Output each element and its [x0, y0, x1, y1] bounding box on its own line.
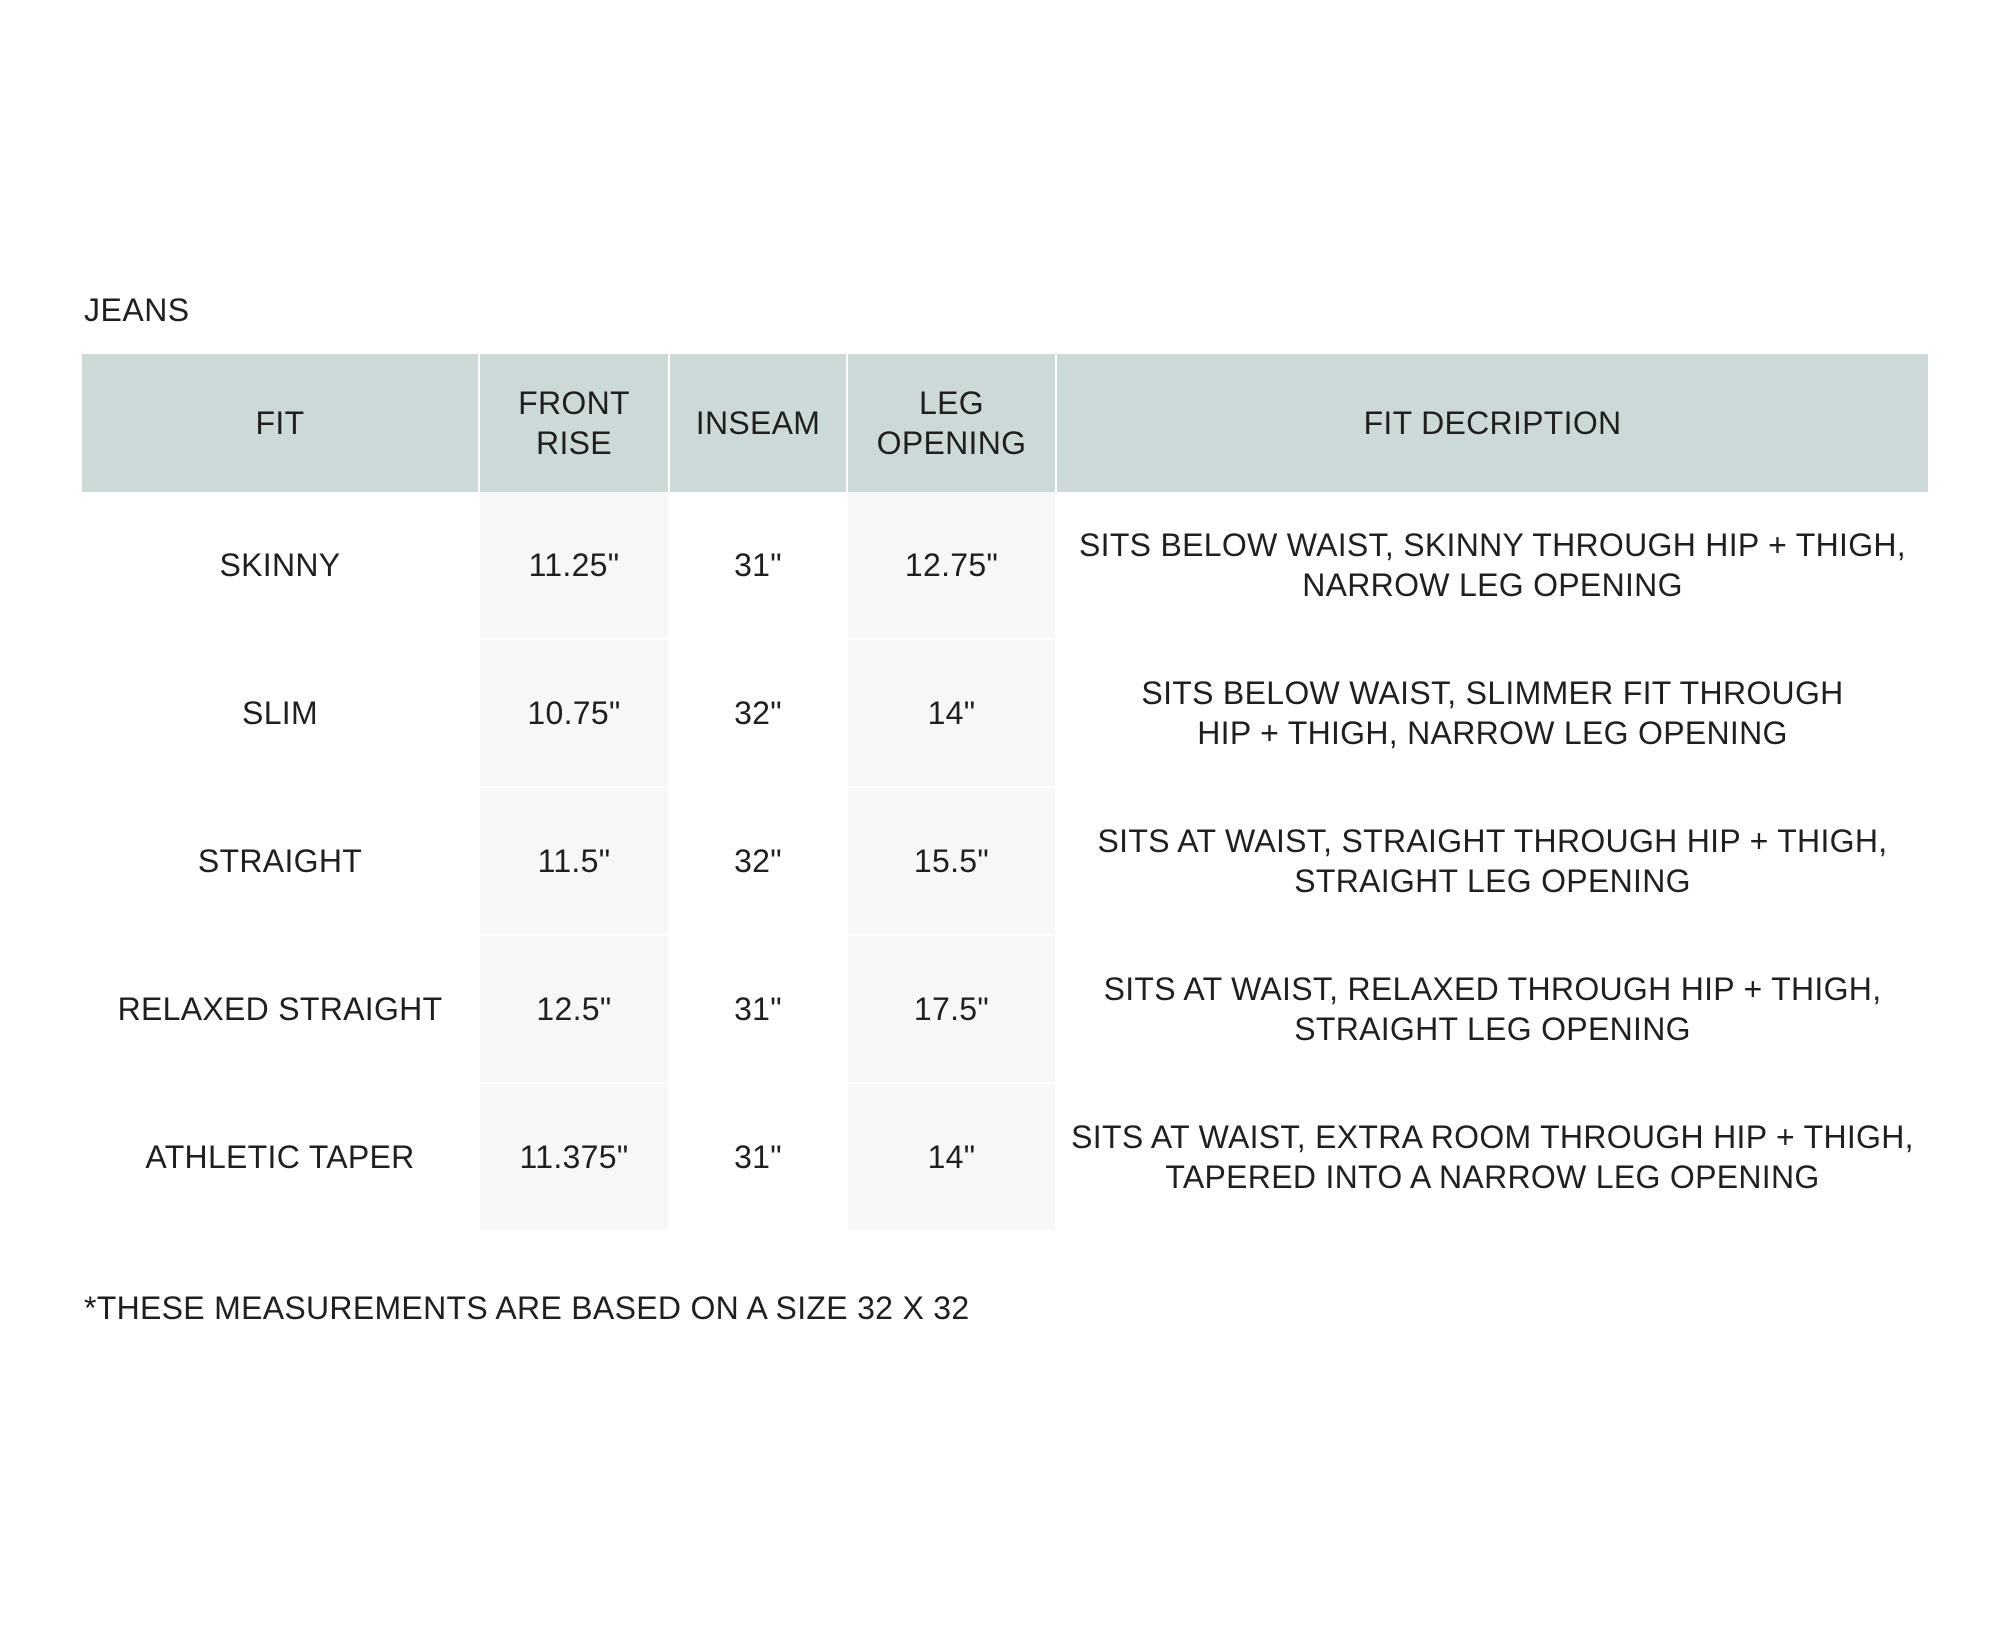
cell-description [1056, 935, 1928, 1083]
cell-front-rise: 11.5" [479, 787, 669, 935]
table-row [82, 1083, 1928, 1231]
description-line-2: NARROW LEG OPENING [1302, 567, 1683, 603]
cell-leg-opening: 14" [847, 1083, 1056, 1231]
cell-leg-opening: 12.75" [847, 492, 1056, 639]
table-row [82, 935, 1928, 1083]
cell-description [1056, 492, 1928, 639]
cell-inseam: 32" [669, 639, 847, 787]
cell-inseam: 32" [669, 787, 847, 935]
cell-front-rise: 11.375" [479, 1083, 669, 1231]
cell-description [1056, 639, 1928, 787]
header-leg-opening [847, 354, 1056, 492]
cell-inseam: 31" [669, 492, 847, 639]
cell-fit: ATHLETIC TAPER [82, 1083, 479, 1231]
cell-leg-opening: 14" [847, 639, 1056, 787]
header-leg-opening-line-2: OPENING [876, 425, 1027, 461]
cell-inseam: 31" [669, 935, 847, 1083]
description-line-1: SITS AT WAIST, STRAIGHT THROUGH HIP + THIGH, [1097, 823, 1888, 859]
table-row [82, 639, 1928, 787]
header-front-rise-line-2: RISE [536, 425, 612, 461]
description-line-2: TAPERED INTO A NARROW LEG OPENING [1165, 1159, 1820, 1195]
cell-front-rise: 12.5" [479, 935, 669, 1083]
footnote: *THESE MEASUREMENTS ARE BASED ON A SIZE 32 X 32 [84, 1290, 970, 1326]
table-header [82, 354, 1928, 492]
size-chart-table [82, 354, 1928, 1232]
cell-fit: RELAXED STRAIGHT [82, 935, 479, 1083]
description-line-1: SITS BELOW WAIST, SLIMMER FIT THROUGH [1141, 675, 1844, 711]
description-line-2: STRAIGHT LEG OPENING [1294, 863, 1691, 899]
cell-description [1056, 1083, 1928, 1231]
header-fit: FIT [82, 354, 479, 492]
table-row [82, 787, 1928, 935]
header-leg-opening-line-1: LEG [919, 385, 984, 421]
cell-leg-opening: 17.5" [847, 935, 1056, 1083]
table-row [82, 492, 1928, 639]
page-title: JEANS [84, 292, 190, 328]
cell-description [1056, 787, 1928, 935]
header-fit-description: FIT DECRIPTION [1056, 354, 1928, 492]
description-line-2: STRAIGHT LEG OPENING [1294, 1011, 1691, 1047]
header-inseam: INSEAM [669, 354, 847, 492]
header-row [82, 354, 1928, 492]
description-line-1: SITS BELOW WAIST, SKINNY THROUGH HIP + THIGH, [1079, 527, 1906, 563]
table-body [82, 492, 1928, 1231]
header-front-rise-line-1: FRONT [518, 385, 630, 421]
description-line-1: SITS AT WAIST, RELAXED THROUGH HIP + THIGH, [1103, 971, 1882, 1007]
header-front-rise [479, 354, 669, 492]
cell-fit: SKINNY [82, 492, 479, 639]
cell-front-rise: 11.25" [479, 492, 669, 639]
cell-inseam: 31" [669, 1083, 847, 1231]
description-line-2: HIP + THIGH, NARROW LEG OPENING [1197, 715, 1788, 751]
description-line-1: SITS AT WAIST, EXTRA ROOM THROUGH HIP + THIGH, [1071, 1119, 1914, 1155]
cell-fit: STRAIGHT [82, 787, 479, 935]
cell-front-rise: 10.75" [479, 639, 669, 787]
cell-leg-opening: 15.5" [847, 787, 1056, 935]
cell-fit: SLIM [82, 639, 479, 787]
